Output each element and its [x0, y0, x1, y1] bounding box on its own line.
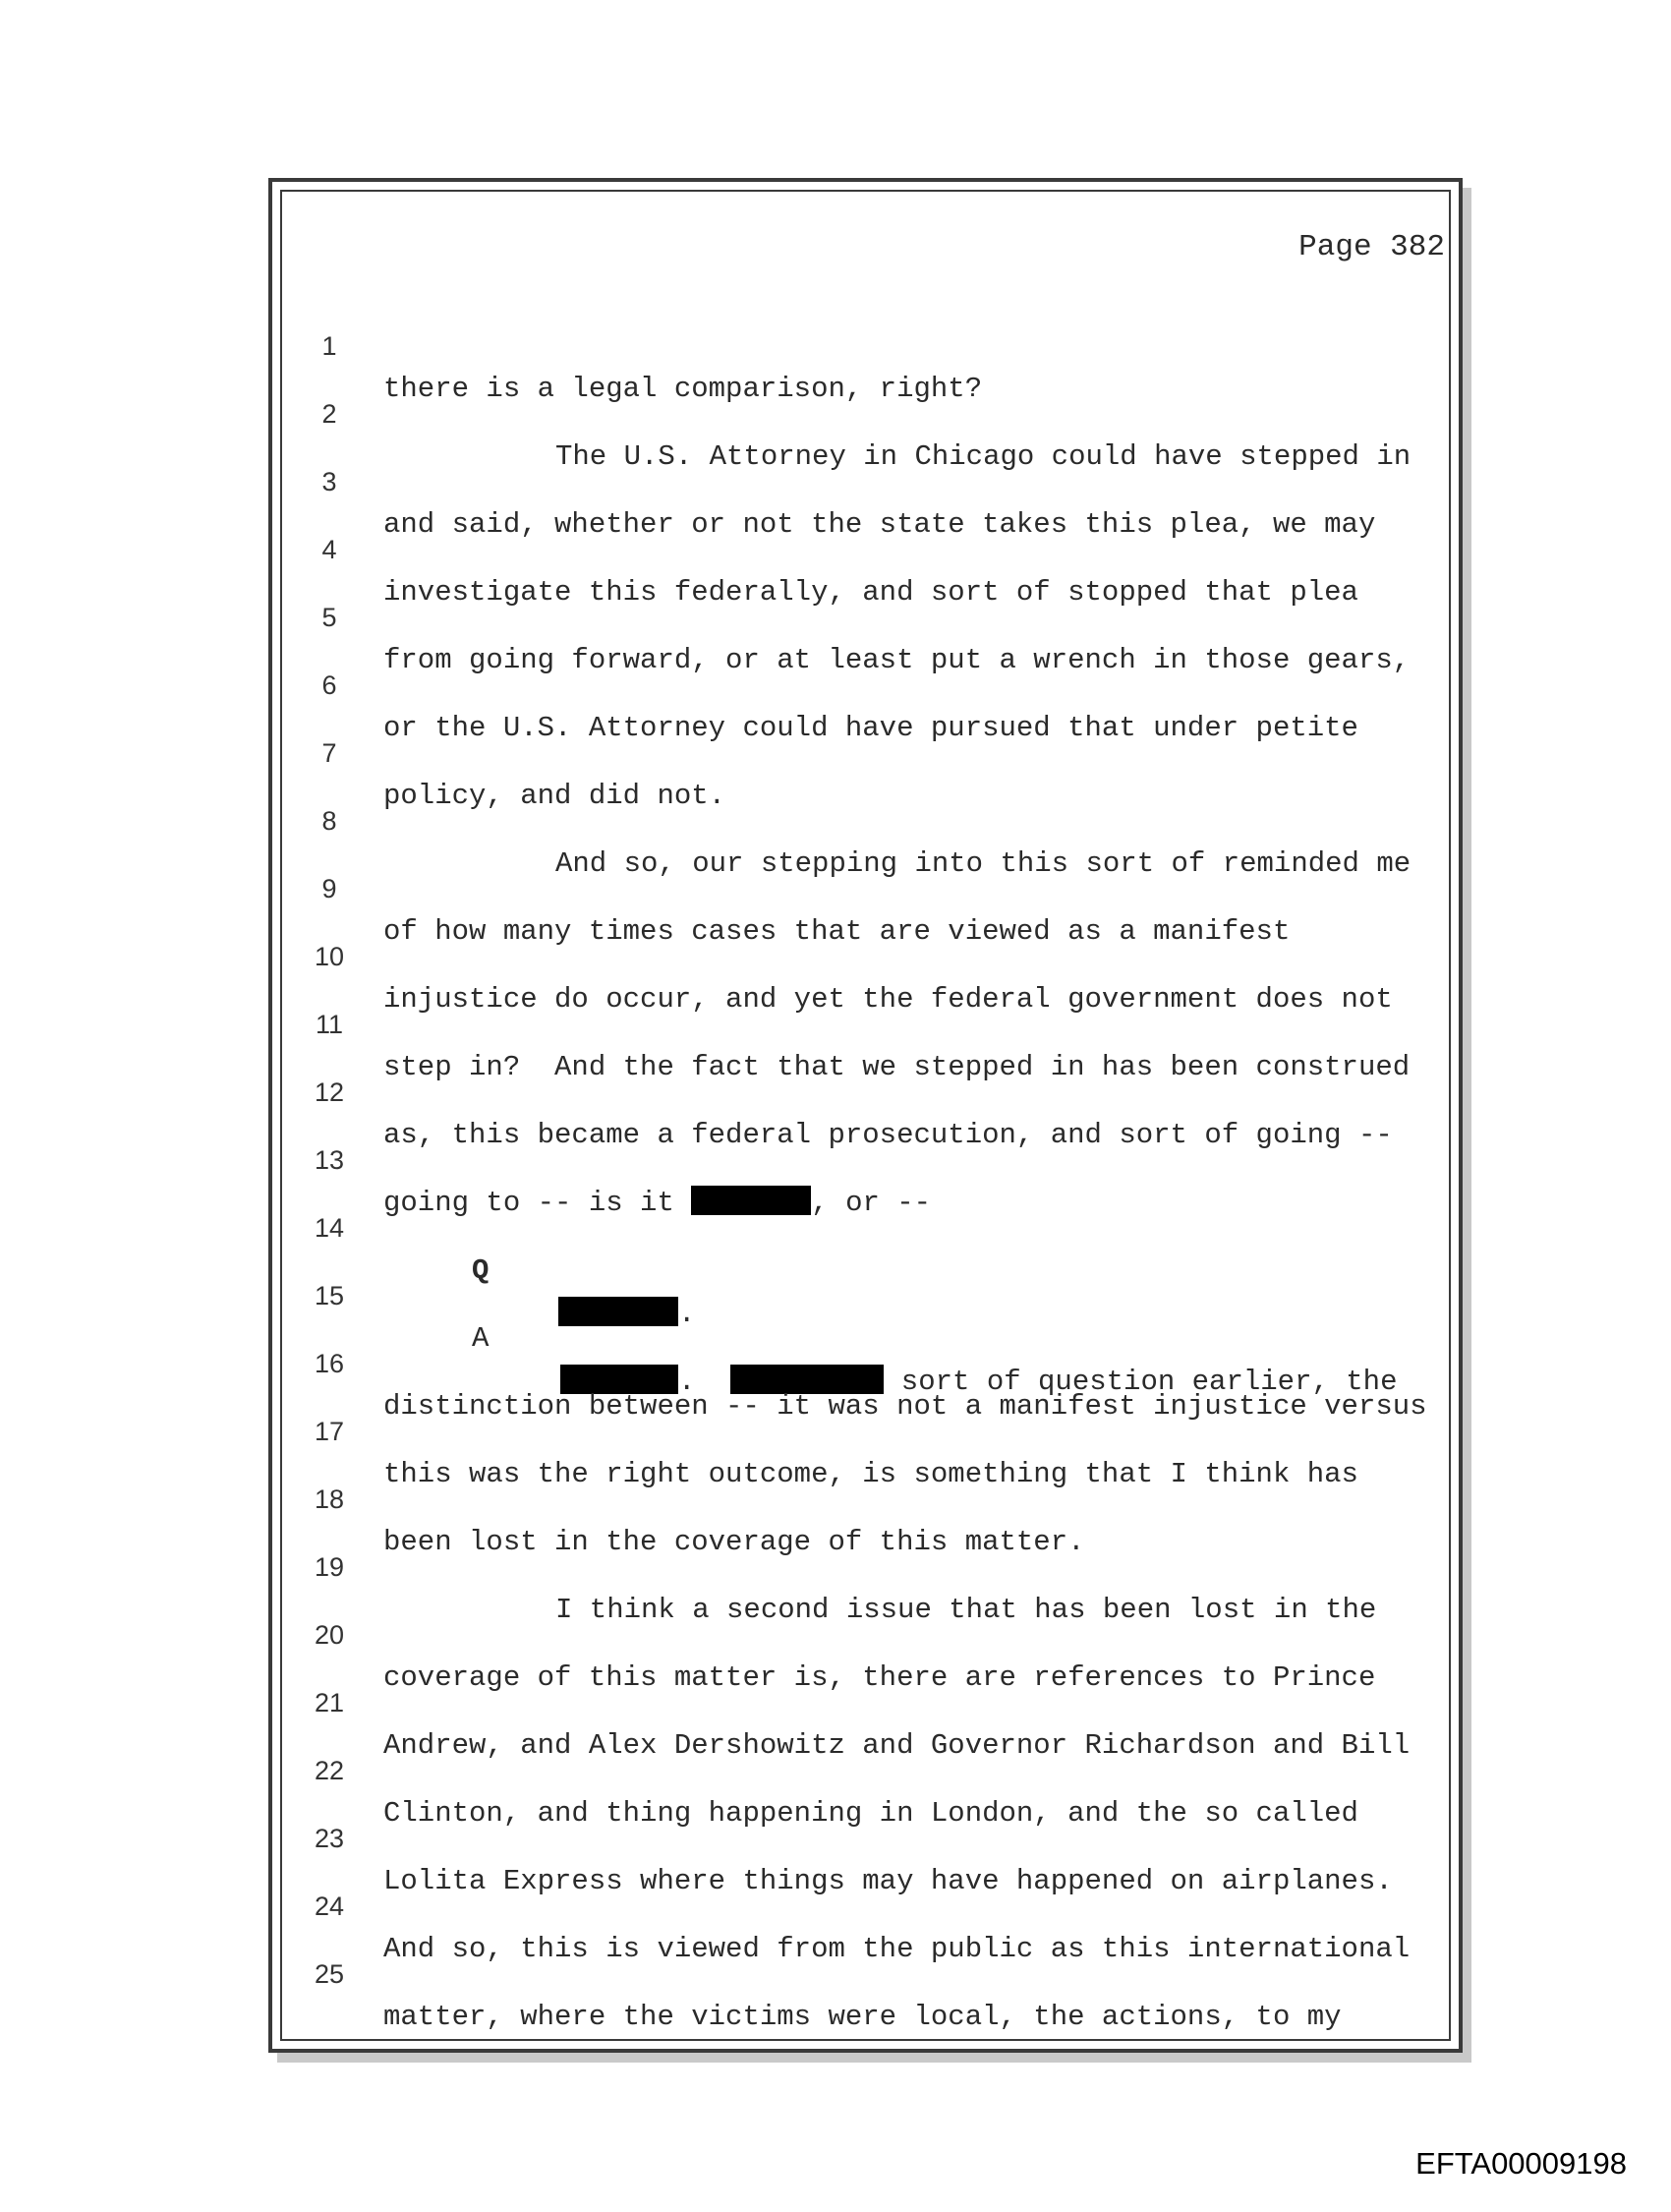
line-text: I think a second issue that has been lost in the [555, 1594, 1377, 1626]
line-number: 16 [314, 1349, 345, 1378]
document-id-footer: EFTA00009198 [1415, 2146, 1627, 2181]
line-text-part: , or -- [811, 1187, 932, 1219]
line-number: 2 [321, 399, 337, 429]
line-number: 15 [314, 1281, 345, 1310]
line-number: 25 [314, 1959, 345, 1989]
line-text: or the U.S. Attorney could have pursued that under petite [383, 712, 1358, 744]
line-number: 21 [314, 1688, 345, 1717]
line-text: as, this became a federal prosecution, and sort of going -- [383, 1119, 1393, 1151]
question-label: Q [472, 1254, 490, 1287]
redaction-block [558, 1297, 678, 1326]
line-number: 17 [314, 1417, 345, 1446]
line-number: 5 [321, 603, 337, 632]
line-number: 18 [314, 1484, 345, 1514]
line-text: of how many times cases that are viewed as a manifest [383, 915, 1291, 948]
line-number: 9 [321, 874, 337, 903]
line-number: 3 [321, 467, 337, 496]
line-number: 11 [315, 1010, 344, 1039]
line-text [558, 1293, 695, 1336]
line-number: 12 [314, 1077, 345, 1107]
line-text: been lost in the coverage of this matter. [383, 1526, 1085, 1558]
line-number: 22 [314, 1756, 345, 1785]
answer-label: A [472, 1322, 490, 1355]
line-text: step in? And the fact that we stepped in has been construed [383, 1051, 1411, 1083]
line-text [383, 1182, 931, 1225]
line-text: distinction between -- it was not a manifest injustice versus [383, 1390, 1427, 1423]
line-text: Lolita Express where things may have happened on airplanes. [383, 1865, 1393, 1897]
line-text: Clinton, and thing happening in London, and the so called [383, 1797, 1358, 1830]
line-text-part: . [678, 1366, 696, 1398]
line-number: 13 [314, 1145, 345, 1175]
line-text-part: going to -- is it [383, 1187, 692, 1219]
line-text-part: . [678, 1298, 696, 1330]
line-text: The U.S. Attorney in Chicago could have stepped in [555, 440, 1412, 473]
redaction-block [691, 1186, 811, 1215]
line-text: policy, and did not. [383, 780, 726, 812]
line-text: matter, where the victims were local, the actions, to my [383, 2001, 1342, 2033]
line-number: 19 [314, 1552, 345, 1582]
line-number: 20 [314, 1620, 345, 1650]
transcript-line [0, 688, 726, 812]
line-text: Andrew, and Alex Dershowitz and Governor Richardson and Bill [383, 1729, 1411, 1762]
line-text: there is a legal comparison, right? [383, 373, 983, 405]
line-number: 14 [314, 1213, 345, 1243]
line-text: coverage of this matter is, there are references to Prince [383, 1661, 1376, 1694]
line-number: 10 [314, 942, 345, 971]
line-number: 4 [321, 535, 337, 564]
line-text: this was the right outcome, is something that I think has [383, 1458, 1358, 1490]
line-text: And so, this is viewed from the public as this international [383, 1933, 1411, 1965]
line-text-part: sort of question earlier, the [884, 1366, 1398, 1398]
line-number: 7 [321, 738, 337, 768]
line-text: injustice do occur, and yet the federal government does not [383, 983, 1393, 1016]
line-text: And so, our stepping into this sort of reminded me [555, 847, 1412, 880]
line-text: and said, whether or not the state takes this plea, we may [383, 508, 1376, 541]
line-text: from going forward, or at least put a wrench in those gears, [383, 644, 1411, 676]
line-number: 1 [321, 331, 337, 361]
line-number: 6 [321, 670, 337, 700]
line-number: 8 [321, 806, 337, 836]
line-number: 23 [314, 1824, 345, 1853]
line-number: 24 [314, 1892, 345, 1921]
page-number: Page 382 [1298, 230, 1445, 264]
transcript-line [0, 281, 983, 405]
line-text: investigate this federally, and sort of stopped that plea [383, 576, 1358, 609]
